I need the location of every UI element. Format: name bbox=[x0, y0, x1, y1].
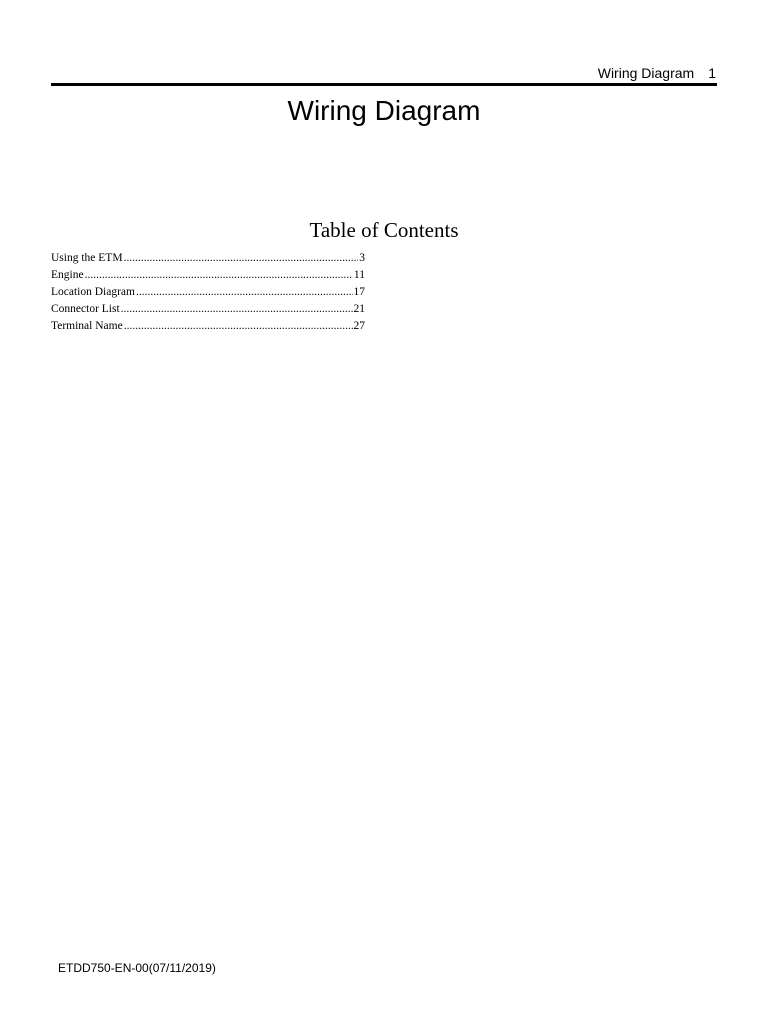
toc-entry-location-diagram[interactable] bbox=[51, 284, 365, 301]
toc-dot-leader bbox=[85, 267, 353, 284]
toc-dot-leader bbox=[121, 301, 353, 318]
header-rule bbox=[51, 83, 717, 86]
table-of-contents bbox=[51, 250, 365, 335]
toc-dot-leader bbox=[136, 284, 353, 301]
toc-entry-using-the-etm[interactable] bbox=[51, 250, 365, 267]
toc-dot-leader bbox=[124, 250, 359, 267]
toc-entry-label: Terminal Name bbox=[51, 320, 123, 332]
toc-entry-page: 3 bbox=[359, 252, 365, 264]
toc-dot-leader bbox=[124, 318, 353, 335]
toc-entry-label: Location Diagram bbox=[51, 286, 135, 298]
toc-entry-page: 17 bbox=[353, 286, 365, 298]
toc-heading: Table of Contents bbox=[309, 218, 459, 242]
toc-entry-label: Connector List bbox=[51, 303, 120, 315]
toc-entry-engine[interactable] bbox=[51, 267, 365, 284]
toc-entry-connector-list[interactable] bbox=[51, 301, 365, 318]
toc-entry-page: 21 bbox=[353, 303, 365, 315]
running-header-title: Wiring Diagram bbox=[597, 65, 695, 81]
toc-entry-label: Using the ETM bbox=[51, 252, 123, 264]
footer-document-id: ETDD750-EN-00(07/11/2019) bbox=[58, 961, 216, 975]
toc-entry-terminal-name[interactable] bbox=[51, 318, 365, 335]
toc-entry-page: 27 bbox=[353, 320, 365, 332]
page-number: 1 bbox=[708, 65, 716, 81]
running-header bbox=[598, 64, 716, 82]
toc-entry-page: 11 bbox=[353, 269, 365, 281]
toc-entry-label: Engine bbox=[51, 269, 84, 281]
page-title: Wiring Diagram bbox=[287, 95, 481, 126]
